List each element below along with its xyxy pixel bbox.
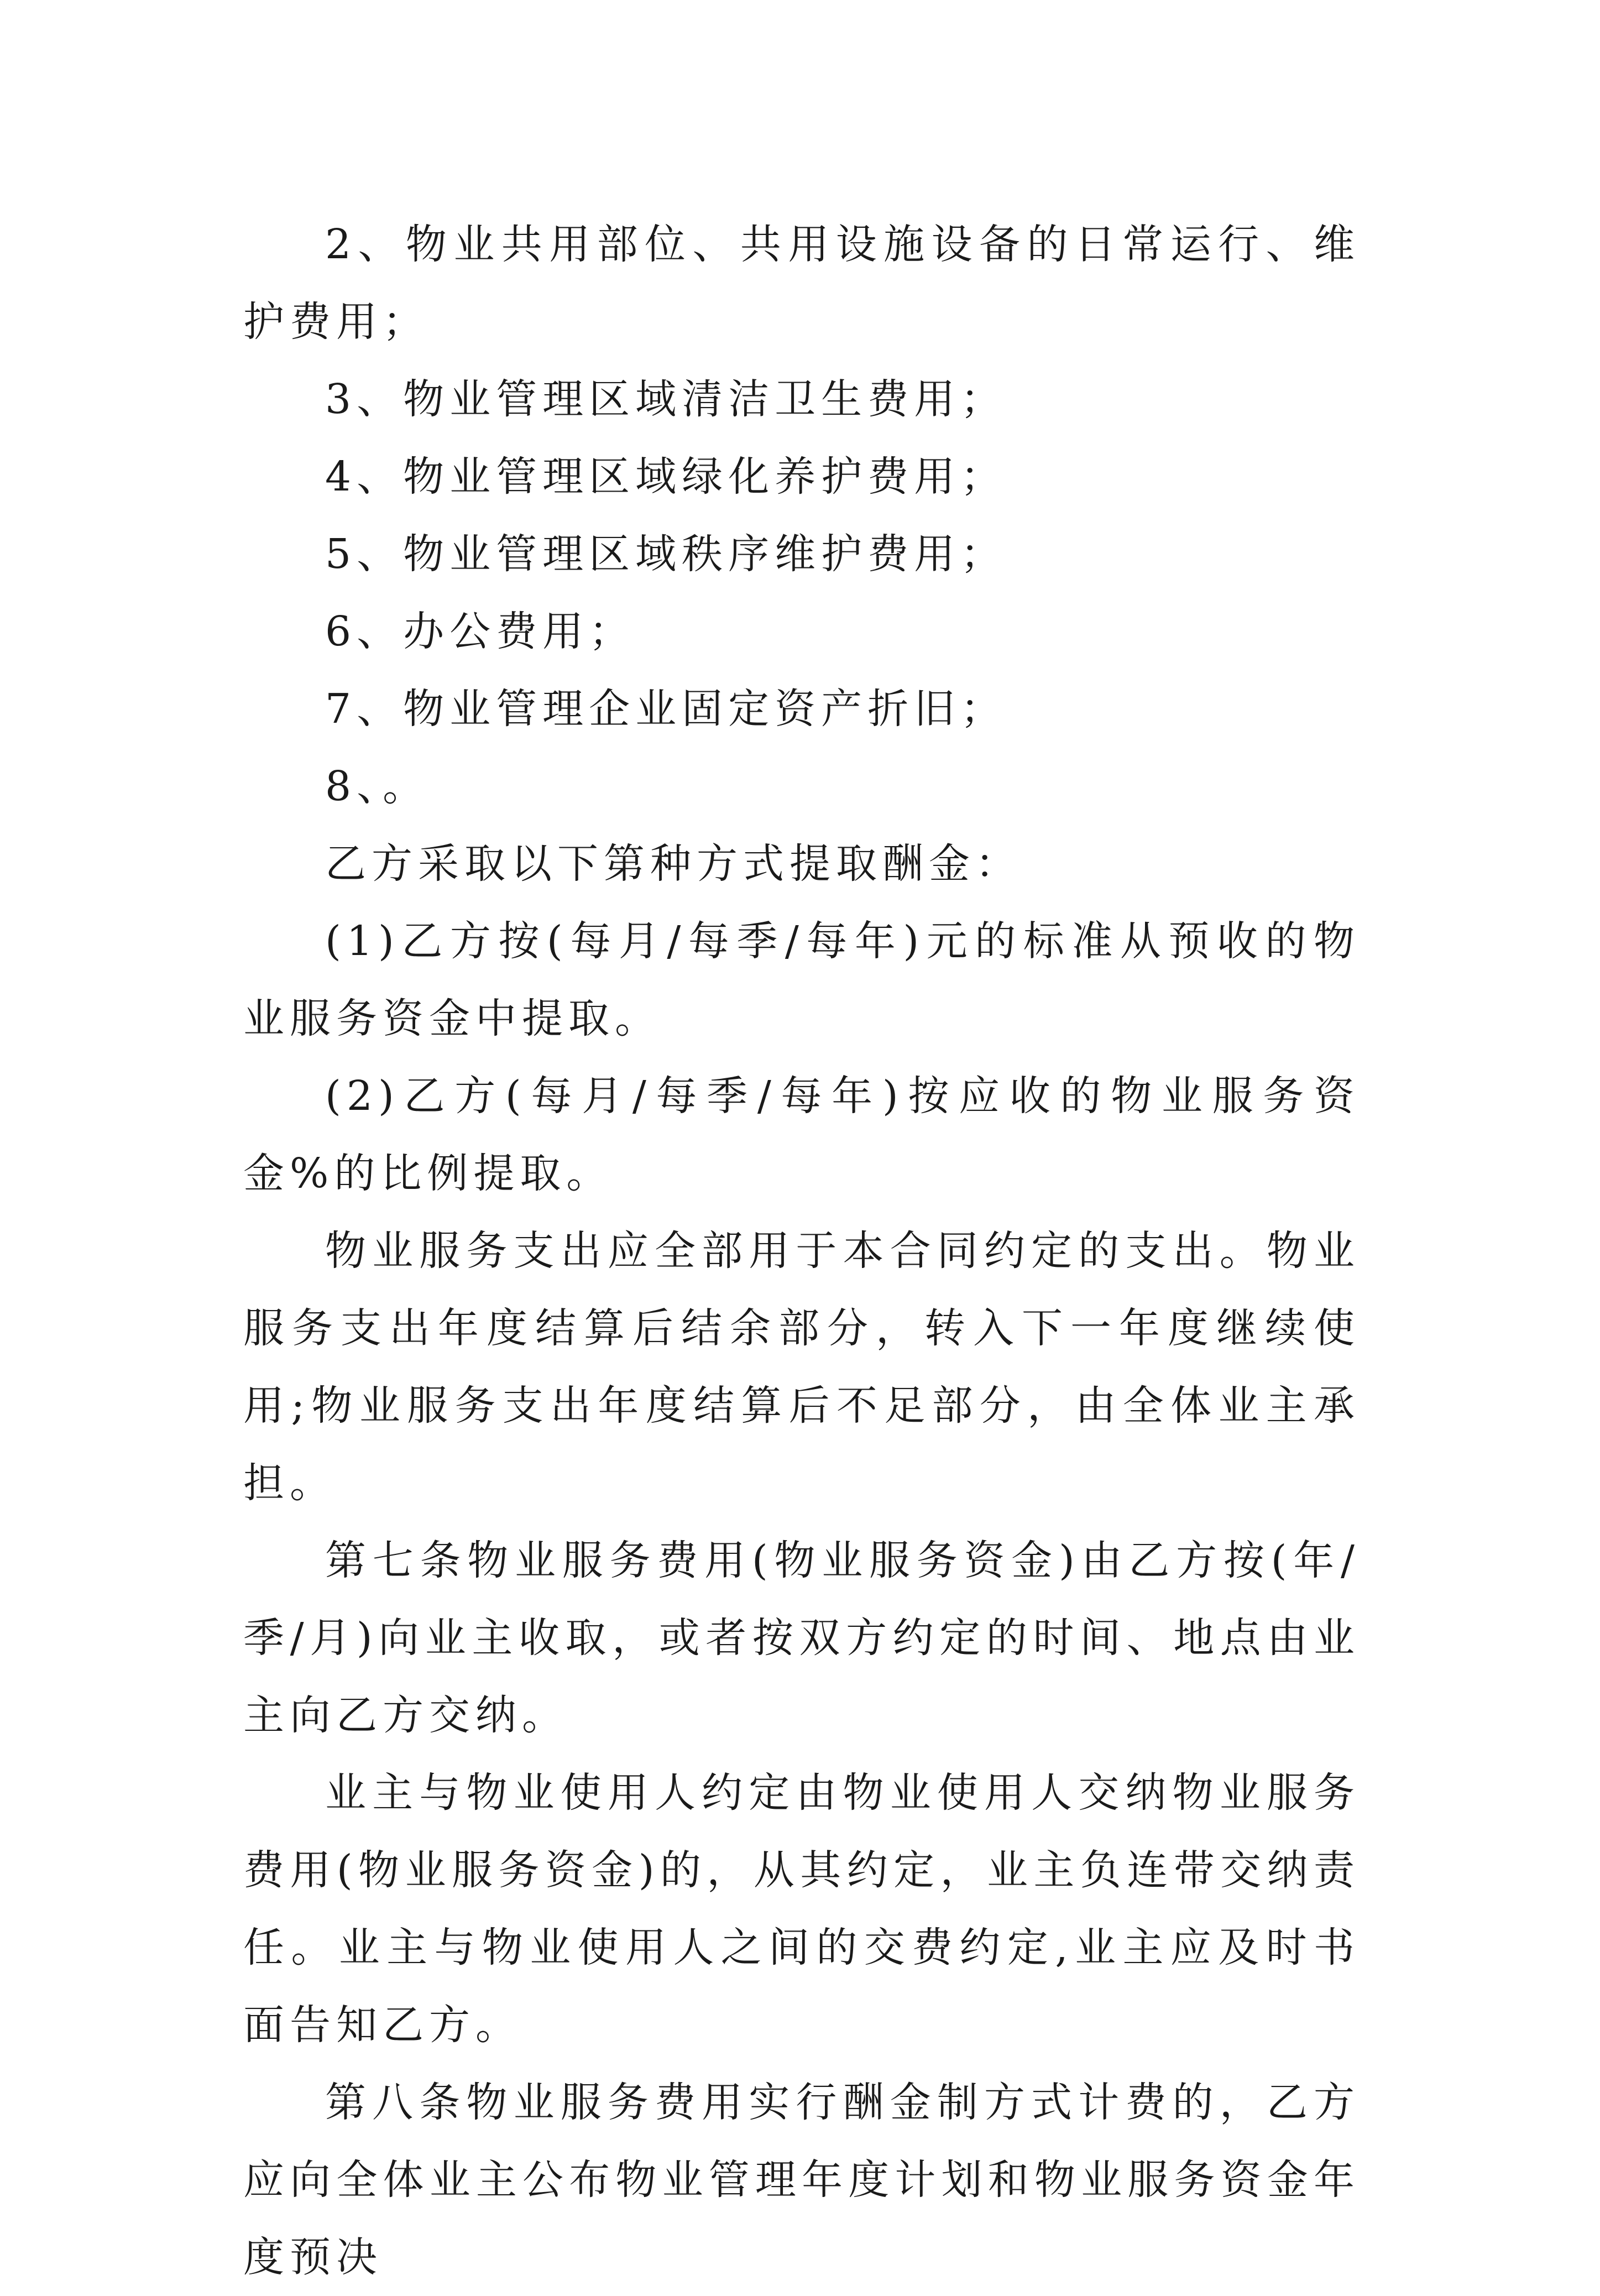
paragraph-item-3: 3、物业管理区域清洁卫生费用； [325, 375, 1007, 423]
paragraph-article-7: 第七条物业服务费用(物业服务资金)由乙方按(年/季/月)向业主收取，或者按双方约定的时间、地点由业主向乙方交纳。 [243, 1537, 1360, 1739]
paragraph-commission-method: 乙方采取以下第种方式提取酬金： [325, 840, 1022, 888]
paragraph-item-4: 4、物业管理区域绿化养护费用； [325, 453, 1007, 500]
paragraph-item-2: 2、物业共用部位、共用设施设备的日常运行、维护费用； [243, 221, 1360, 346]
paragraph-expenditure: 物业服务支出应全部用于本合同约定的支出。物业服务支出年度结算后结余部分，转入下一年度继续使用;物业服务支出年度结算后不足部分，由全体业主承担。 [243, 1227, 1360, 1507]
paragraph-user-payment: 业主与物业使用人约定由物业使用人交纳物业服务费用(物业服务资金)的，从其约定，业主负连带交纳责任。业主与物业使用人之间的交费约定,业主应及时书面告知乙方。 [243, 1769, 1360, 2049]
document-body [243, 206, 1360, 2296]
paragraph-item-8: 8、。 [325, 763, 430, 810]
paragraph-item-6: 6、办公费用； [325, 608, 636, 655]
paragraph-option-1: (1)乙方按(每月/每季/每年)元的标准从预收的物业服务资金中提取。 [243, 917, 1360, 1042]
paragraph-item-7: 7、物业管理企业固定资产折旧； [325, 685, 1007, 733]
paragraph-article-8: 第八条物业服务费用实行酬金制方式计费的，乙方应向全体业主公布物业管理年度计划和物业服务资金年度预决 [243, 2079, 1360, 2281]
paragraph-option-2: (2)乙方(每月/每季/每年)按应收的物业服务资金%的比例提取。 [243, 1072, 1360, 1197]
paragraph-item-5: 5、物业管理区域秩序维护费用； [325, 530, 1007, 578]
